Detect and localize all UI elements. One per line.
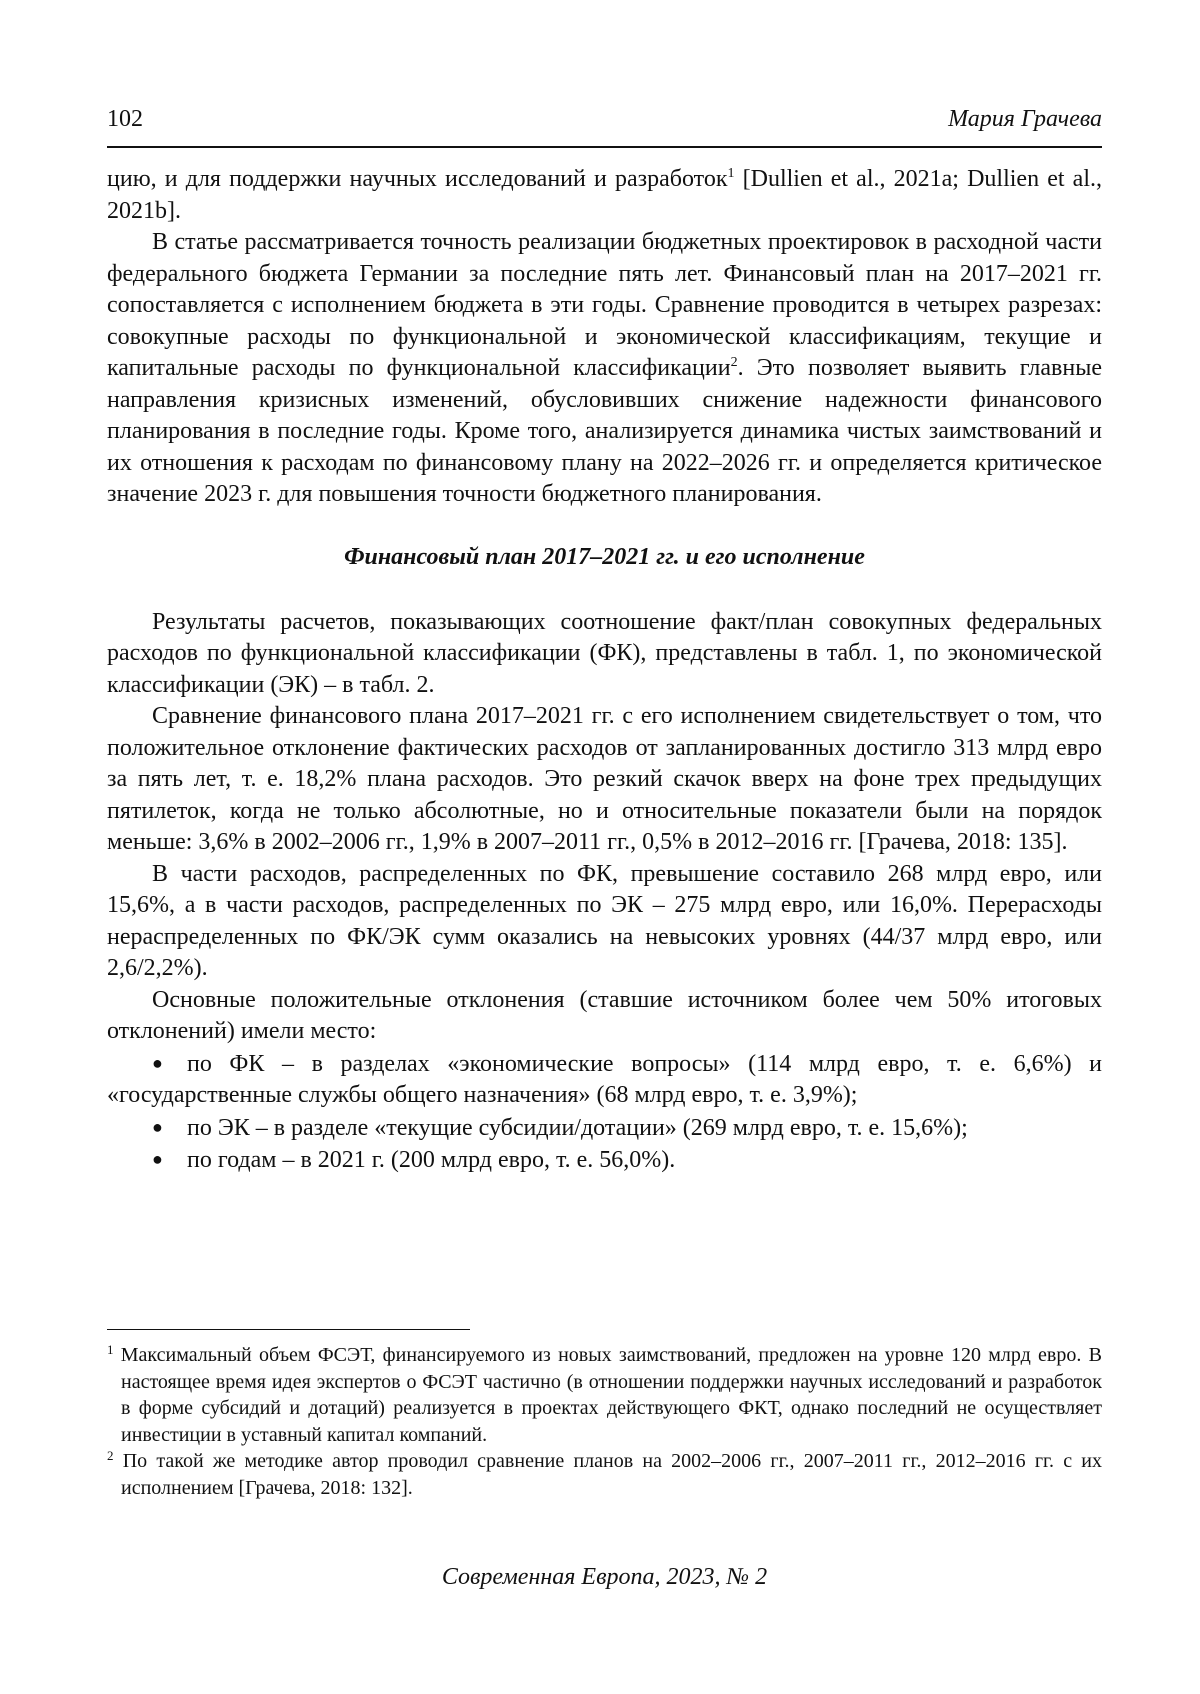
footnote-divider: [107, 1329, 470, 1330]
list-item: ● по годам – в 2021 г. (200 млрд евро, т. е. 56,0%).: [107, 1144, 1102, 1177]
footnote-ref-2[interactable]: 2: [730, 355, 738, 370]
paragraph-deviations-intro: Основные положительные отклонения (ставшие источником более чем 50% итоговых отклонений) имели место:: [107, 986, 1102, 1044]
list-item: ● по ЭК – в разделе «текущие субсидии/дотации» (269 млрд евро, т. е. 15,6%);: [107, 1112, 1102, 1145]
bullet-icon: ●: [152, 1116, 163, 1137]
page-number: 102: [107, 106, 143, 132]
footnote-2: $^2$ По такой же методике автор проводил сравнение планов на 2002–2006 гг., 2007–2011 гг., 2012–2016 гг. с их исполнением [Грачева, 2018: 132].: [107, 1448, 1102, 1499]
section-heading: Финансовый план 2017–2021 гг. и его исполнение: [344, 543, 865, 570]
paragraph-overspend: В части расходов, распределенных по ФК, превышение составило 268 млрд евро, или 15,6%, а в части расходов, распределенных по ЭК – 275 млрд евро, или 16,0%. Перерасходы нераспределенных по ФК/ЭК сумм оказались на невысоких уровнях (44/37 млрд евро, или 2,6/2,2%).: [107, 860, 1102, 981]
list-item: ● по ФК – в разделах «экономические вопросы» (114 млрд евро, т. е. 6,6%) и «государственные службы общего назначения» (68 млрд евро, т. е. 3,9%);: [107, 1048, 1102, 1112]
document-page: [107, 0, 1102, 1694]
paragraph-comparison: Сравнение финансового плана 2017–2021 гг. с его исполнением свидетельствует о том, что положительное отклонение фактических расходов от запланированных достигло 313 млрд евро за пять лет, т. е. 18,2% плана расходов. Это резкий скачок вверх на фоне трех предыдущих пятилеток, когда не только абсолютные, но и относительные показатели были на порядок меньше: 3,6% в 2002–2006 гг., 1,9% в 2007–2011 гг., 0,5% в 2012–2016 гг. [Грачева, 2018: 135].: [107, 703, 1102, 855]
running-header: [107, 106, 1102, 148]
journal-footer: Современная Европа, 2023, № 2: [441, 1564, 768, 1590]
bullet-icon: ●: [152, 1052, 163, 1073]
footnote-ref-1[interactable]: 1: [727, 166, 735, 181]
bullet-icon: ●: [152, 1149, 163, 1169]
article-body: [107, 164, 1102, 1177]
paragraph-results: Результаты расчетов, показывающих соотношение факт/план совокупных федеральных расходов по функциональной классификации (ФК), представлены в табл. 1, по экономической классификации (ЭК) – в табл. 2.: [107, 608, 1102, 698]
footnotes: [107, 1342, 1102, 1501]
footnote-1: $^1$ Максимальный объем ФСЭТ, финансируемого из новых заимствований, предложен на уровне 120 млрд евро. В настоящее время идея экспертов о ФСЭТ частично (в отношении поддержки научных исследований и разработок в форме субсидий и дотаций) реализуется в проектах действующего ФКТ, однако последний не осуществляет инвестиции в уставный капитал компаний.: [107, 1342, 1102, 1446]
running-author: Мария Грачева: [948, 106, 1102, 132]
paragraph-article-scope: В статье рассматривается точность реализации бюджетных проектировок в расходной части федерального бюджета Германии за последние пять лет. Финансовый план на 2017–2021 гг. сопоставляется с исполнением бюджета в эти годы. Сравнение проводится в четырех разрезах: совокупные расходы по функциональной и экономической классификациям, текущие и капитальные расходы по функциональной классификации$^2$. Это позволяет выявить главные направления кризисных изменений, обусловивших снижение надежности финансового планирования в последние годы. Кроме того, анализируется динамика чистых заимствований и их отношения к расходам по финансовому плану на 2022–2026 гг. и определяется критическое значение 2023 г. для повышения точности бюджетного планирования.: [107, 229, 1102, 507]
paragraph-continuation: цию, и для поддержки научных исследований и разработок$^1$ [Dullien et al., 2021a; Dullien et al., 2021b].: [107, 166, 1102, 224]
deviations-list: [107, 1048, 1102, 1177]
